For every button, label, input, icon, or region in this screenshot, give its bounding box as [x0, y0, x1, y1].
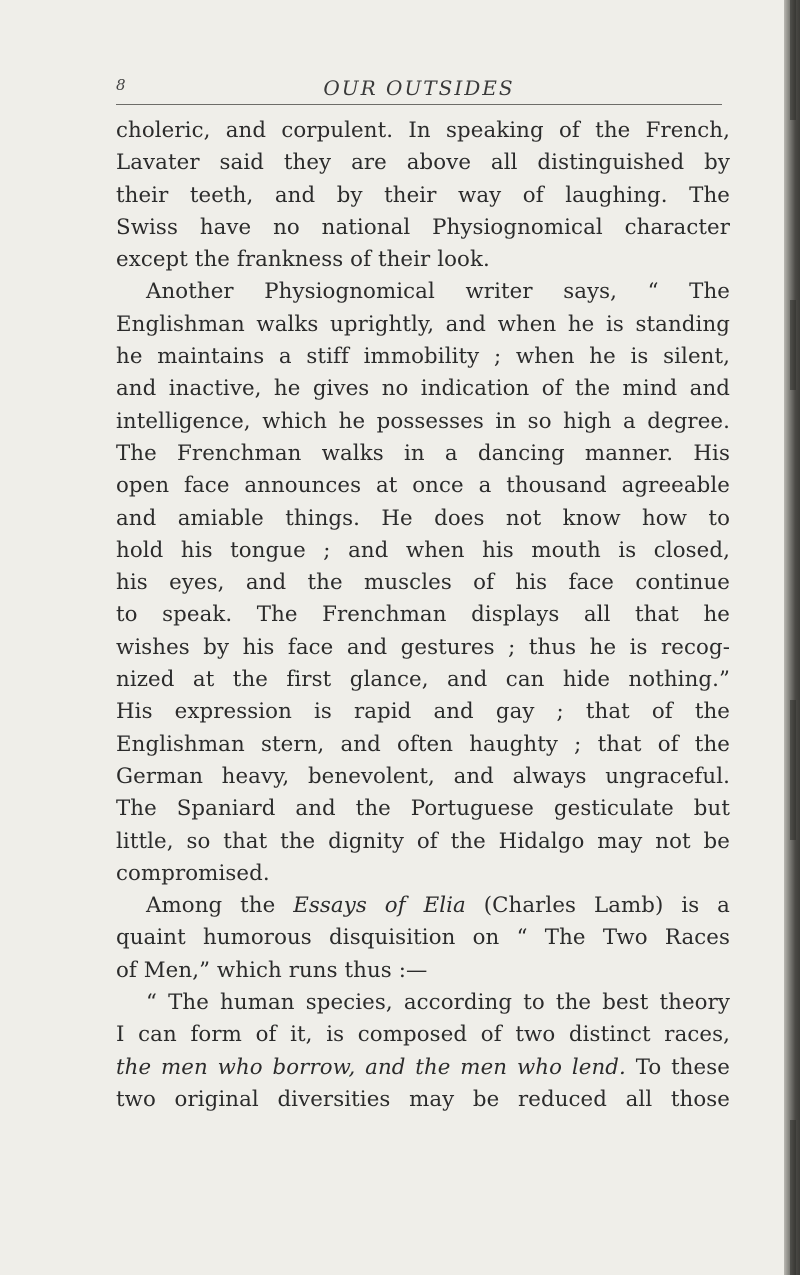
page-number: 8 — [116, 76, 126, 94]
text-line: little, so that the dignity of the Hidalgo may not be — [116, 828, 730, 854]
text-line: and inactive, he gives no indication of the mind and — [116, 376, 730, 402]
text-line: except the frankness of their look. — [116, 247, 490, 273]
text-line: nized at the first glance, and can hide nothing.” — [116, 667, 730, 693]
italic-title: Essays of Elia — [293, 893, 466, 919]
page-header — [116, 76, 722, 105]
text-line: compromised. — [116, 860, 270, 886]
text-line: “ The human species, according to the best theory — [146, 990, 730, 1016]
text-line: His expression is rapid and gay ; that of the — [116, 699, 730, 725]
scan-edge-streak — [790, 300, 796, 390]
scan-edge-streak — [790, 0, 796, 120]
text-line: The Spaniard and the Portuguese gesticulate but — [116, 796, 730, 822]
body-text — [116, 115, 730, 1116]
italic-phrase: the men who borrow, and the men who lend. — [116, 1054, 626, 1080]
text-segment: To these — [625, 1054, 730, 1080]
text-line: their teeth, and by their way of laughing. The — [116, 182, 730, 208]
text-line: to speak. The Frenchman displays all that he — [116, 602, 730, 628]
text-line: Englishman stern, and often haughty ; that of the — [116, 731, 730, 757]
text-line: Englishman walks uprightly, and when he is standing — [116, 311, 730, 337]
text-line — [116, 890, 730, 922]
text-segment: (Charles Lamb) is a — [465, 893, 730, 919]
text-segment: Among the — [146, 893, 294, 919]
text-line: quaint humorous disquisition on “ The Two Races — [116, 925, 730, 951]
text-line: of Men,” which runs thus :— — [116, 957, 428, 983]
text-line: wishes by his face and gestures ; thus he is recog- — [116, 634, 730, 660]
text-line: intelligence, which he possesses in so high a degree. — [116, 408, 730, 434]
text-line: two original diversities may be reduced all those — [116, 1086, 730, 1112]
text-line: his eyes, and the muscles of his face continue — [116, 570, 730, 596]
text-line: Swiss have no national Physiognomical character — [116, 214, 730, 240]
text-line: choleric, and corpulent. In speaking of the French, — [116, 118, 730, 143]
text-line: he maintains a stiff immobility ; when he is silent, — [116, 344, 730, 370]
scan-edge-streak — [790, 1120, 796, 1275]
text-line: open face announces at once a thousand agreeable — [116, 473, 730, 499]
text-line — [116, 1052, 730, 1084]
text-line: I can form of it, is composed of two distinct races, — [116, 1022, 730, 1048]
scan-edge-shadow — [784, 0, 800, 1275]
running-head: OUR OUTSIDES — [323, 76, 515, 100]
text-line: Another Physiognomical writer says, “ The — [146, 279, 730, 305]
text-line: German heavy, benevolent, and always ungraceful. — [116, 763, 730, 789]
text-line: Lavater said they are above all distinguished by — [116, 150, 730, 176]
scan-edge-streak — [790, 700, 796, 840]
text-line: hold his tongue ; and when his mouth is closed, — [116, 537, 730, 563]
text-line: and amiable things. He does not know how to — [116, 505, 730, 531]
text-line: The Frenchman walks in a dancing manner. His — [116, 440, 730, 466]
